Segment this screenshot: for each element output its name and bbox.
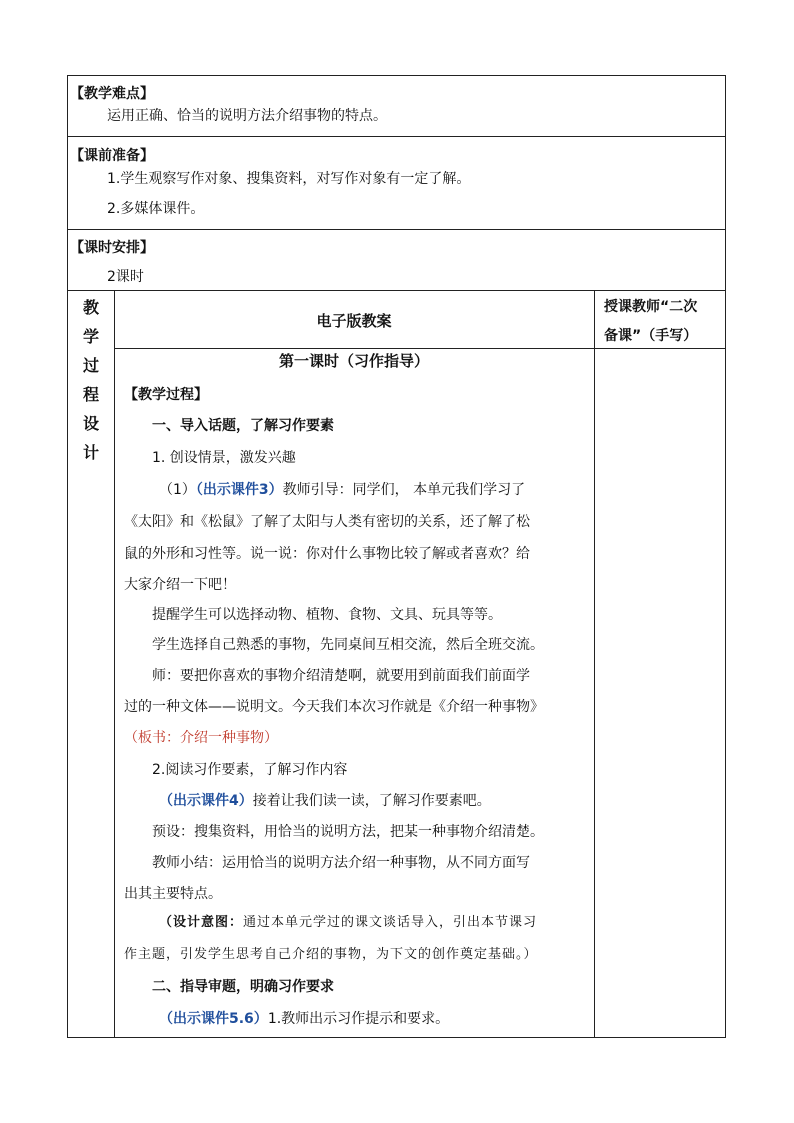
table-border-top	[67, 75, 726, 76]
paragraph-line: 出其主要特点。	[124, 886, 222, 902]
table-border-bottom	[67, 1037, 726, 1038]
paragraph-line: 预设：搜集资料，用恰当的说明方法，把某一种事物介绍清楚。	[152, 824, 544, 840]
paragraph-line: 《太阳》和《松鼠》了解了太阳与人类有密切的关系，还了解了松	[124, 514, 530, 530]
board-note: （板书：介绍一种事物）	[124, 730, 278, 746]
prep-item: 2.多媒体课件。	[107, 201, 205, 217]
prep-item: 1.学生观察写作对象、搜集资料，对写作对象有一定了解。	[107, 171, 471, 187]
side-char: 设	[82, 414, 99, 433]
paragraph-line: 大家介绍一下吧！	[124, 577, 236, 593]
row-divider	[67, 136, 726, 137]
paragraph-text: 教师引导：同学们， 本单元我们学习了	[282, 482, 526, 498]
paragraph-line	[159, 1009, 449, 1029]
paragraph-line: 学生选择自己熟悉的事物，先同桌间互相交流，然后全班交流。	[152, 637, 544, 653]
teacher-column-header: 授课教师“二次	[604, 299, 698, 315]
courseware-tag: （出示课件4）	[159, 793, 253, 809]
process-title: 【教学过程】	[124, 387, 208, 403]
paragraph-line: 教师小结：运用恰当的说明方法介绍一种事物，从不同方面写	[152, 855, 530, 871]
paragraph-line: 提醒学生可以选择动物、植物、食物、文具、玩具等等。	[152, 607, 502, 623]
design-intent-label: （设计意图：	[159, 915, 244, 930]
side-char: 过	[82, 356, 99, 375]
table-border-left	[67, 75, 68, 1038]
paragraph-text: 接着让我们读一读，了解习作要素吧。	[252, 793, 491, 809]
paragraph-text: 1.教师出示习作提示和要求。	[267, 1011, 450, 1027]
courseware-tag: （出示课件3）	[195, 482, 283, 498]
part-heading: 一、导入话题，了解习作要素	[152, 418, 334, 434]
paragraph-line: 师：要把你喜欢的事物介绍清楚啊，就要用到前面我们前面学	[152, 668, 530, 684]
side-char: 计	[82, 443, 99, 462]
lesson-title: 第一课时（习作指导）	[278, 352, 429, 370]
paragraph-line: 鼠的外形和习性等。说一说：你对什么事物比较了解或者喜欢？给	[124, 546, 530, 562]
item-number: （1）	[159, 482, 196, 498]
design-intent: 作主题，引发学生思考自己介绍的事物，为下文的创作奠定基础。）	[124, 947, 538, 962]
side-char: 教	[82, 298, 99, 317]
column-divider	[114, 290, 115, 1038]
difficulty-text: 运用正确、恰当的说明方法介绍事物的特点。	[107, 108, 387, 124]
prep-title: 【课前准备】	[70, 148, 154, 164]
main-column-header: 电子版教案	[316, 312, 392, 330]
schedule-text: 2课时	[107, 269, 144, 285]
side-label	[71, 293, 111, 467]
difficulty-title: 【教学难点】	[70, 86, 154, 102]
paragraph-line: 过的一种文体——说明文。今天我们本次习作就是《介绍一种事物》	[124, 699, 544, 715]
header-divider	[114, 348, 726, 349]
side-char: 学	[82, 327, 99, 346]
schedule-title: 【课时安排】	[70, 240, 154, 256]
courseware-tag: （出示课件5.6）	[159, 1011, 268, 1027]
design-intent-text: 通过本单元学过的课文谈话导入，引出本节课习	[243, 915, 538, 930]
paragraph-line	[159, 791, 491, 811]
design-intent	[159, 913, 537, 933]
step-heading: 2.阅读习作要素，了解习作内容	[152, 762, 348, 778]
side-char: 程	[82, 385, 99, 404]
row-divider	[67, 229, 726, 230]
teacher-column-header: 备课”（手写）	[604, 328, 698, 344]
paragraph-line	[159, 480, 525, 500]
column-divider	[594, 290, 595, 1038]
table-border-right	[725, 75, 726, 1038]
step-heading: 1. 创设情景，激发兴趣	[152, 450, 296, 466]
part-heading: 二、指导审题，明确习作要求	[152, 979, 334, 995]
row-divider	[67, 290, 726, 291]
